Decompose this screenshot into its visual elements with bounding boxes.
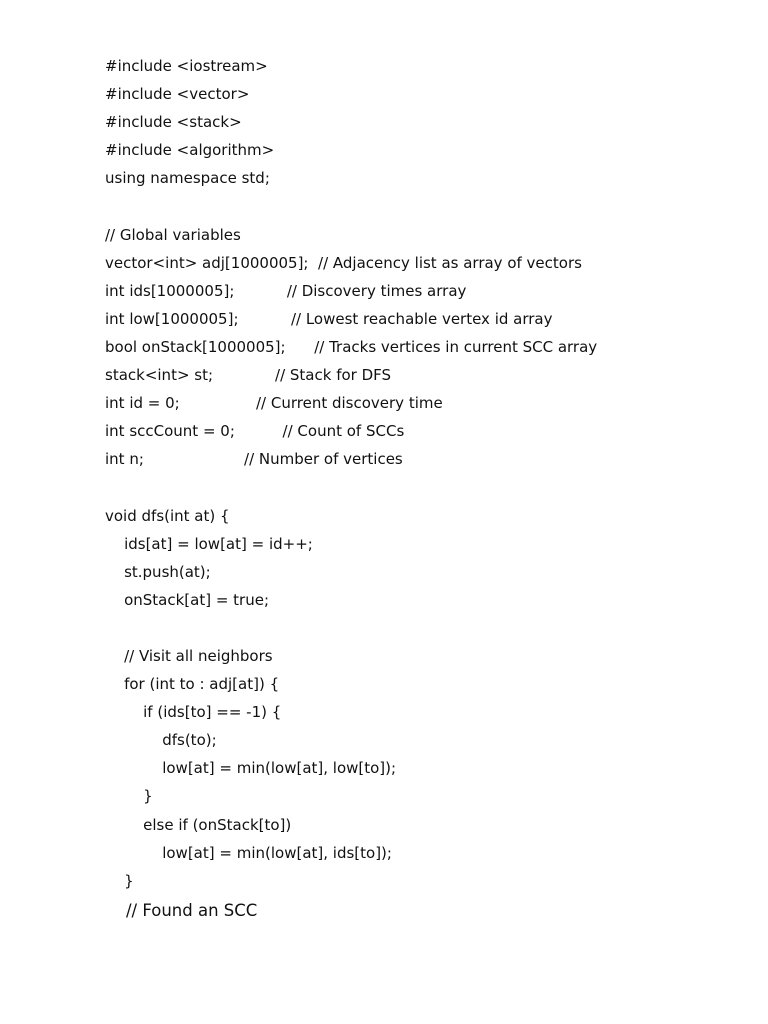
code-line: int id = 0; // Current discovery time (105, 394, 443, 413)
code-line: ids[at] = low[at] = id++; (105, 534, 313, 553)
code-line: bool onStack[1000005]; // Tracks vertices in current SCC array (105, 337, 598, 356)
code-line: void dfs(int at) { (105, 506, 230, 525)
code-line: if (ids[to] == -1) { (105, 703, 282, 722)
code-line: int n; // Number of vertices (105, 450, 403, 469)
code-line: else if (onStack[to]) (105, 815, 292, 834)
code-line: dfs(to); (105, 731, 217, 750)
code-line: // Found an SCC (105, 900, 258, 920)
code-line: // Global variables (105, 225, 241, 244)
blank-line (105, 614, 597, 642)
code-line: #include <iostream> (105, 57, 268, 75)
blank-line (105, 473, 597, 501)
code-line: int low[1000005]; // Lowest reachable vertex id array (105, 309, 553, 328)
blank-line (105, 192, 597, 220)
code-line: #include <algorithm> (105, 141, 275, 160)
code-line: } (105, 871, 134, 890)
code-line: low[at] = min(low[at], low[to]); (105, 759, 397, 778)
code-line: // Visit all neighbors (105, 646, 273, 665)
code-line: onStack[at] = true; (105, 590, 270, 609)
code-line: st.push(at); (105, 562, 211, 581)
code-listing (105, 52, 597, 925)
code-line: } (105, 787, 153, 806)
code-line: using namespace std; (105, 169, 270, 188)
code-line: #include <vector> (105, 85, 250, 104)
code-line: vector<int> adj[1000005]; // Adjacency list as array of vectors (105, 253, 582, 272)
code-line: for (int to : adj[at]) { (105, 675, 280, 694)
code-line: #include <stack> (105, 113, 242, 132)
code-line: stack<int> st; // Stack for DFS (105, 366, 392, 385)
code-line: int sccCount = 0; // Count of SCCs (105, 422, 405, 441)
code-line: int ids[1000005]; // Discovery times array (105, 281, 467, 300)
code-line: low[at] = min(low[at], ids[to]); (105, 843, 392, 862)
